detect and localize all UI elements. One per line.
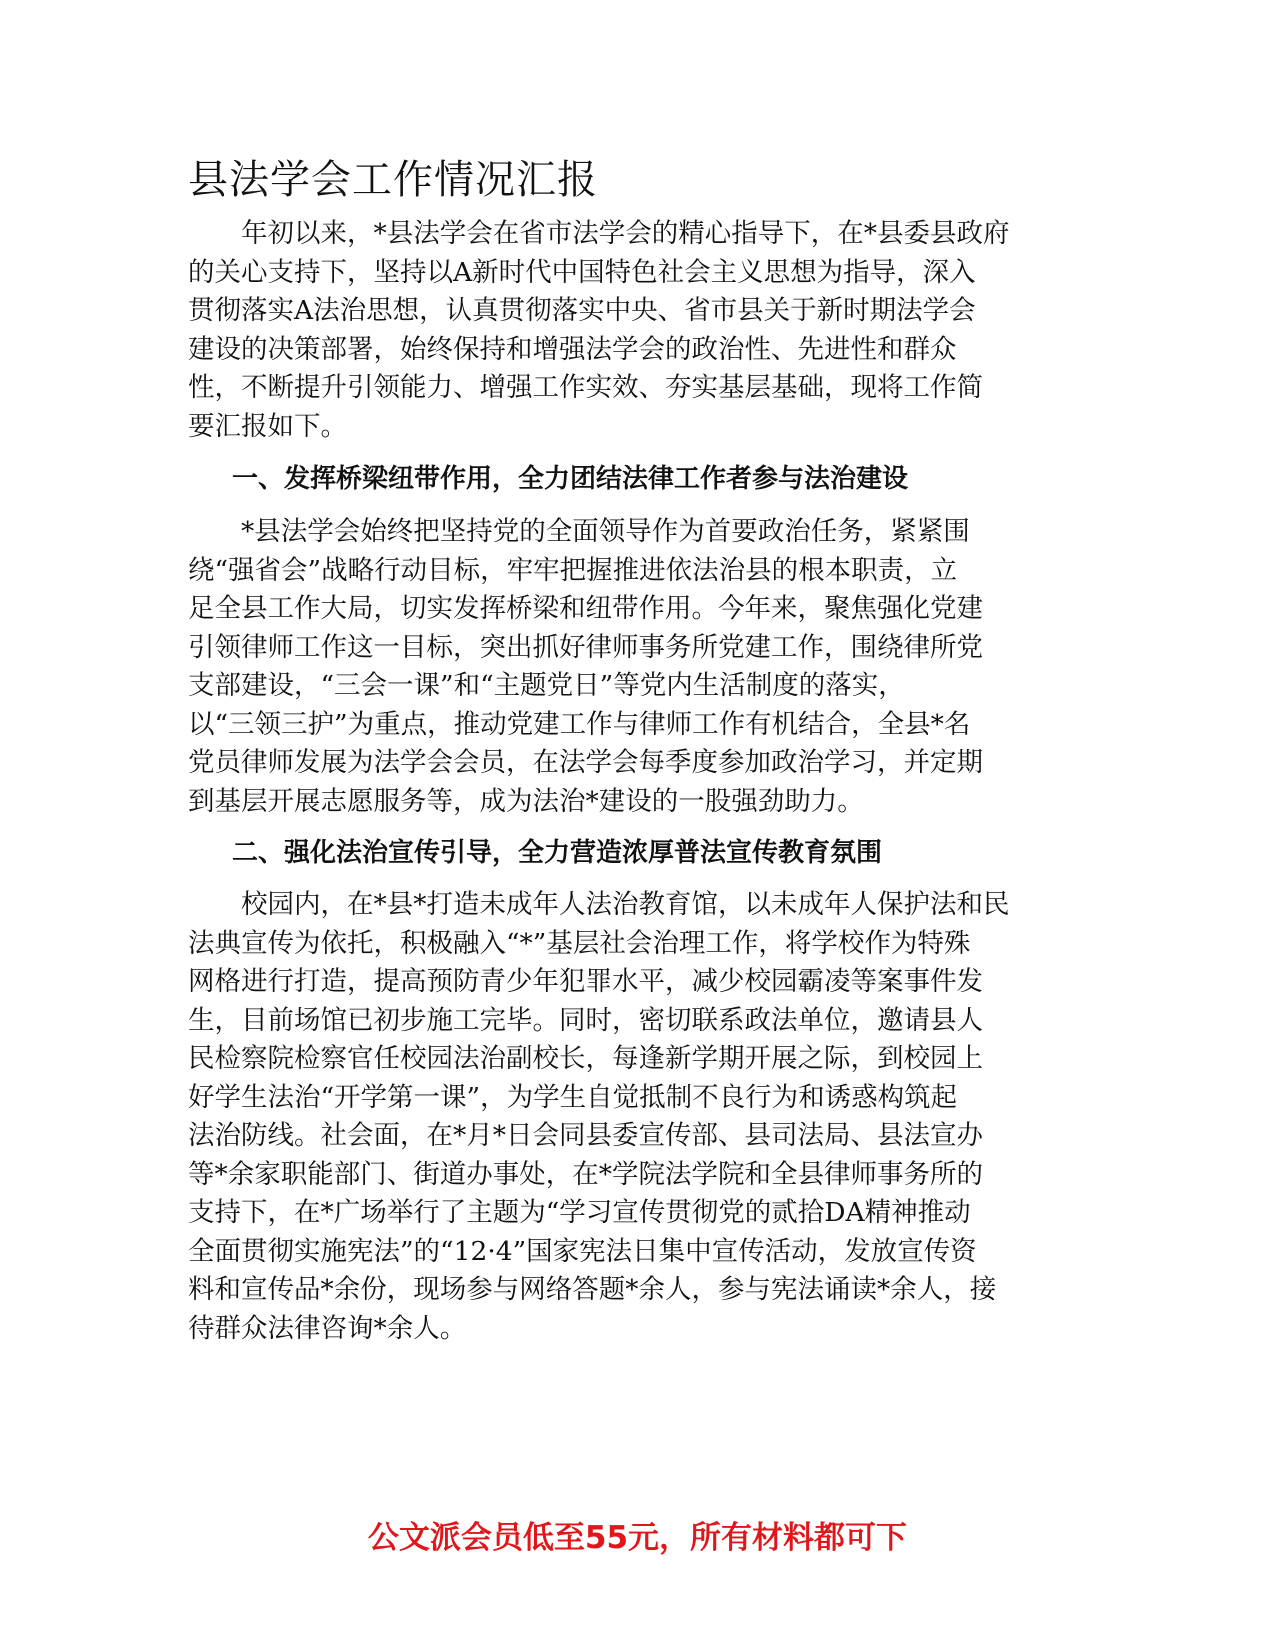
paragraph-line: 料和宣传品*余份，现场参与网络答题*余人，参与宪法诵读*余人，接 <box>188 1274 997 1305</box>
section-1-paragraph <box>188 513 1083 821</box>
paragraph-line: 等*余家职能部门、街道办事处，在*学院法学院和全县律师事务所的 <box>188 1158 983 1190</box>
paragraph-line: 支持下，在*广场举行了主题为“学习宣传贯彻党的贰拾DA精神推动 <box>188 1197 971 1228</box>
paragraph-line: 贯彻落实A法治思想，认真贯彻落实中央、省市县关于新时期法学会 <box>188 295 976 326</box>
paragraph-line: 年初以来，*县法学会在省市法学会的精心指导下，在*县委县政府 <box>188 218 1010 249</box>
section-heading-1: 一、发挥桥梁纽带作用，全力团结法律工作者参与法治建设 <box>232 464 909 494</box>
paragraph-line: 待群众法律咨询*余人。 <box>188 1312 467 1344</box>
paragraph-line: 足全县工作大局，切实发挥桥梁和纽带作用。今年来，聚焦强化党建 <box>188 593 983 624</box>
paragraph-line: 的关心支持下，坚持以A新时代中国特色社会主义思想为指导，深入 <box>188 256 976 288</box>
section-2-paragraph <box>188 886 1083 1348</box>
paragraph-line: 法典宣传为依托，积极融入“*”基层社会治理工作，将学校作为特殊 <box>188 927 971 959</box>
paragraph-line: 生，目前场馆已初步施工完毕。同时，密切联系政法单位，邀请县人 <box>188 1004 983 1036</box>
paragraph-line: 要汇报如下。 <box>188 410 347 442</box>
section-heading-2: 二、强化法治宣传引导，全力营造浓厚普法宣传教育氛围 <box>232 838 883 868</box>
paragraph-line: 到基层开展志愿服务等，成为法治*建设的一股强劲助力。 <box>188 785 864 817</box>
paragraph-line: 民检察院检察官任校园法治副校长，每逢新学期开展之际，到校园上 <box>188 1043 983 1074</box>
paragraph-line: 引领律师工作这一目标，突出抓好律师事务所党建工作，围绕律所党 <box>188 631 983 663</box>
paragraph-line: *县法学会始终把坚持党的全面领导作为首要政治任务，紧紧围 <box>188 516 970 547</box>
intro-paragraph <box>188 215 1083 446</box>
paragraph-line: 绕“强省会”战略行动目标，牢牢把握推进依法治县的根本职责，立 <box>188 554 958 586</box>
paragraph-line: 建设的决策部署，始终保持和增强法学会的政治性、先进性和群众 <box>188 333 957 365</box>
paragraph-line: 校园内，在*县*打造未成年人法治教育馆，以未成年人保护法和民 <box>188 889 1010 920</box>
paragraph-line: 性，不断提升引领能力、增强工作实效、夯实基层基础，现将工作简 <box>188 372 983 403</box>
paragraph-line: 以“三领三护”为重点，推动党建工作与律师工作有机结合，全县*名 <box>188 708 971 740</box>
paragraph-line: 网格进行打造，提高预防青少年犯罪水平，减少校园霸凌等案事件发 <box>188 966 983 997</box>
promo-footer-note: 公文派会员低至55元，所有材料都可下 <box>367 1520 908 1556</box>
paragraph-line: 法治防线。社会面，在*月*日会同县委宣传部、县司法局、县法宣办 <box>188 1120 983 1151</box>
paragraph-line: 党员律师发展为法学会会员，在法学会每季度参加政治学习，并定期 <box>188 747 983 778</box>
document-title: 县法学会工作情况汇报 <box>188 157 598 203</box>
paragraph-line: 全面贯彻实施宪法”的“12·4”国家宪法日集中宣传活动，发放宣传资 <box>188 1235 977 1267</box>
paragraph-line: 好学生法治“开学第一课”，为学生自觉抵制不良行为和诱惑构筑起 <box>188 1081 958 1113</box>
paragraph-line: 支部建设，“三会一课”和“主题党日”等党内生活制度的落实， <box>188 670 905 701</box>
